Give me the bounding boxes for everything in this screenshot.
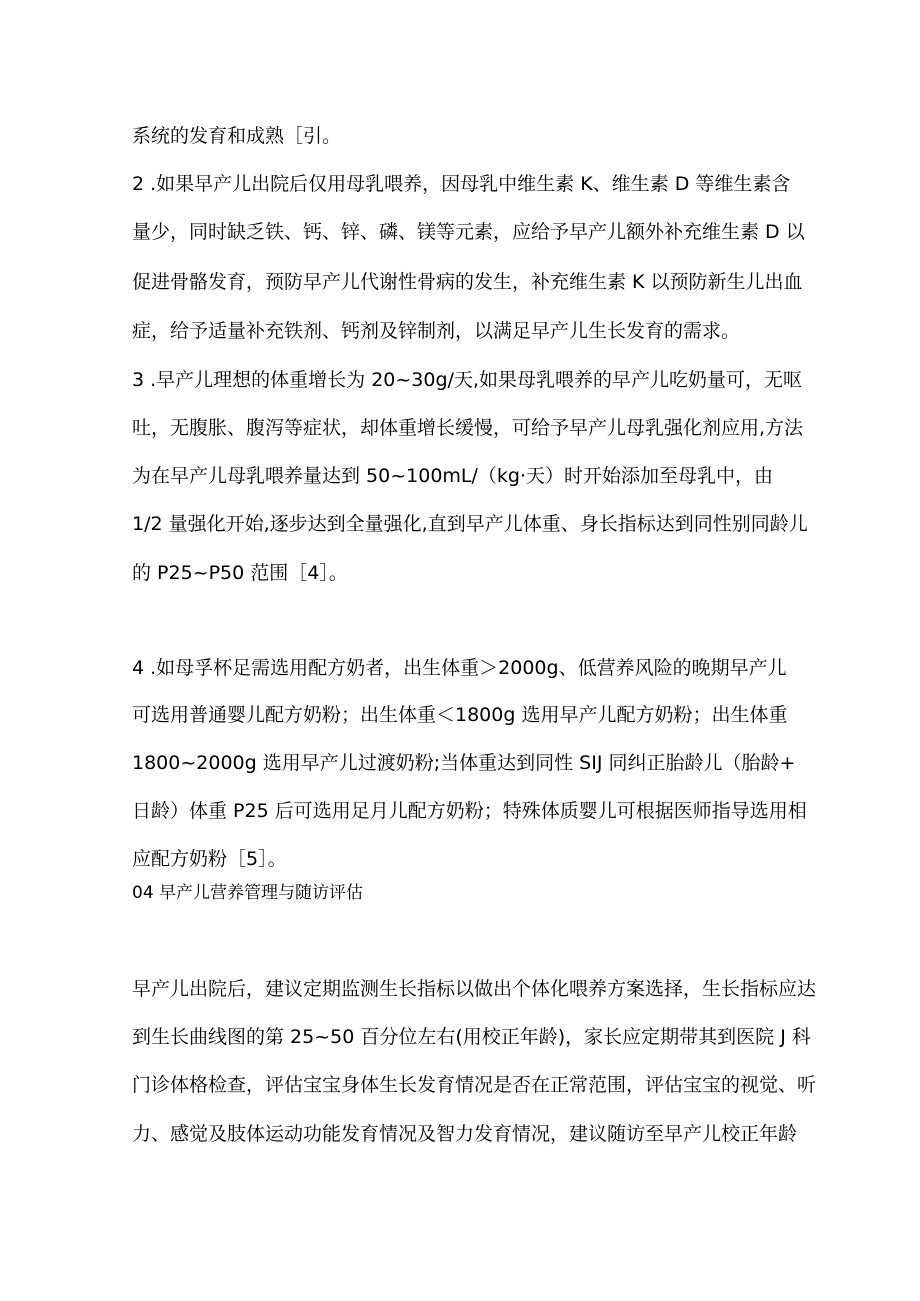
text-line: 吐，无腹胀、腹泻等症状，却体重增长缓慢，可给予早产儿母乳强化剂应用,方法 [132, 417, 804, 439]
text-line: 量少，同时缺乏铁、钙、锌、磷、镁等元素，应给予早产儿额外补充维生素 D 以 [132, 221, 805, 243]
text-line: 1/2 量强化开始,逐步达到全量强化,直到早产儿体重、身长指标达到同性别同龄儿 [132, 513, 808, 535]
text-line: 4 .如母孚杯足需选用配方奶者，出生体重＞2000g、低营养风险的晚期早产儿 [132, 657, 787, 679]
section-heading: 04 早产儿营养管理与随访评估 [132, 883, 364, 903]
text-line: 到生长曲线图的第 25~50 百分位左右(用校正年龄)，家长应定期带其到医院 J 科 [132, 1026, 811, 1048]
text-line: 力、感觉及肢体运动功能发育情况及智力发育情况，建议随访至早产儿校正年龄 [132, 1123, 798, 1145]
text-line: 1800~2000g 选用早产儿过渡奶粉;当体重达到同性 SIJ 同纠正胎龄儿（胎龄+ [132, 752, 796, 774]
text-line: 症，给予适量补充铁剂、钙剂及锌制剂，以满足早产儿生长发育的需求。 [132, 320, 741, 342]
text-line: 早产儿出院后，建议定期监测生长指标以做出个体化喂养方案选择，生长指标应达 [132, 978, 817, 1000]
text-line: 2 .如果早产儿出院后仅用母乳喂养，因母乳中维生素 K、维生素 D 等维生素含 [132, 173, 791, 195]
text-line: 3 .早产儿理想的体重增长为 20~30g/天,如果母乳喂养的早产儿吃奶量可，无呕 [132, 369, 802, 391]
text-line: 为在早产儿母乳喂养量达到 50~100mL∕（kg·天）时开始添加至母乳中，由 [132, 465, 774, 487]
text-line: 可选用普通婴儿配方奶粉；出生体重＜1800g 选用早产儿配方奶粉；出生体重 [132, 704, 788, 726]
text-line: 应配方奶粉［5］。 [132, 848, 287, 870]
text-line: 的 P25~P50 范围［4］。 [132, 562, 348, 584]
text-line: 门诊体格检查，评估宝宝身体生长发育情况是否在正常范围，评估宝宝的视觉、听 [132, 1074, 817, 1096]
text-line: 日龄）体重 P25 后可选用足月儿配方奶粉；特殊体质婴儿可根据医师指导选用相 [132, 800, 807, 822]
text-line: 促进骨骼发育，预防早产儿代谢性骨病的发生，补充维生素 K 以预防新生儿出血 [132, 271, 803, 293]
text-line: 系统的发育和成熟［引。 [132, 125, 342, 147]
